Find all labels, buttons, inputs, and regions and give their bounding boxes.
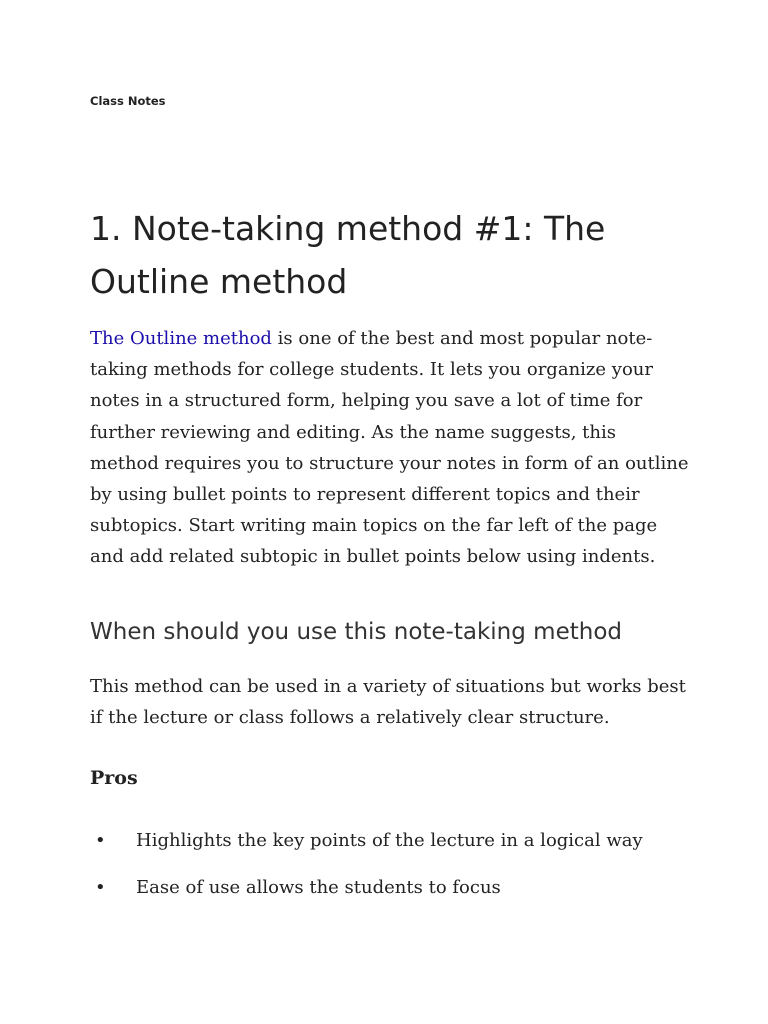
intro-paragraph-text: is one of the best and most popular note-taking methods for college students. It lets you organize your notes in a structured form, helping you save a lot of time for further reviewing and editing. As the name suggests, this method requires you to structure your notes in form of an outline by using bullet points to represent different topics and their subtopics. Start writing main topics on the far left of the page and add related subtopic in bullet points below using indents. (90, 328, 689, 568)
document-header-label: Class Notes (90, 94, 166, 108)
bullet-icon: • (95, 830, 106, 851)
pros-list-item (90, 825, 690, 872)
pros-item-text: Highlights the key points of the lecture in a logical way (136, 830, 643, 851)
pros-item-text: Ease of use allows the students to focus (136, 877, 501, 898)
article-title: 1. Note-taking method #1: The Outline method (90, 209, 606, 301)
pros-list-item (90, 872, 690, 919)
pros-heading: Pros (90, 767, 138, 789)
intro-paragraph (90, 323, 690, 573)
bullet-icon: • (95, 877, 106, 898)
outline-method-link[interactable]: The Outline method (90, 328, 272, 349)
section-subheading: When should you use this note-taking method (90, 619, 622, 645)
pros-list (90, 825, 690, 919)
usage-paragraph: This method can be used in a variety of situations but works best if the lecture or class follows a relatively clear structure. (90, 676, 686, 729)
